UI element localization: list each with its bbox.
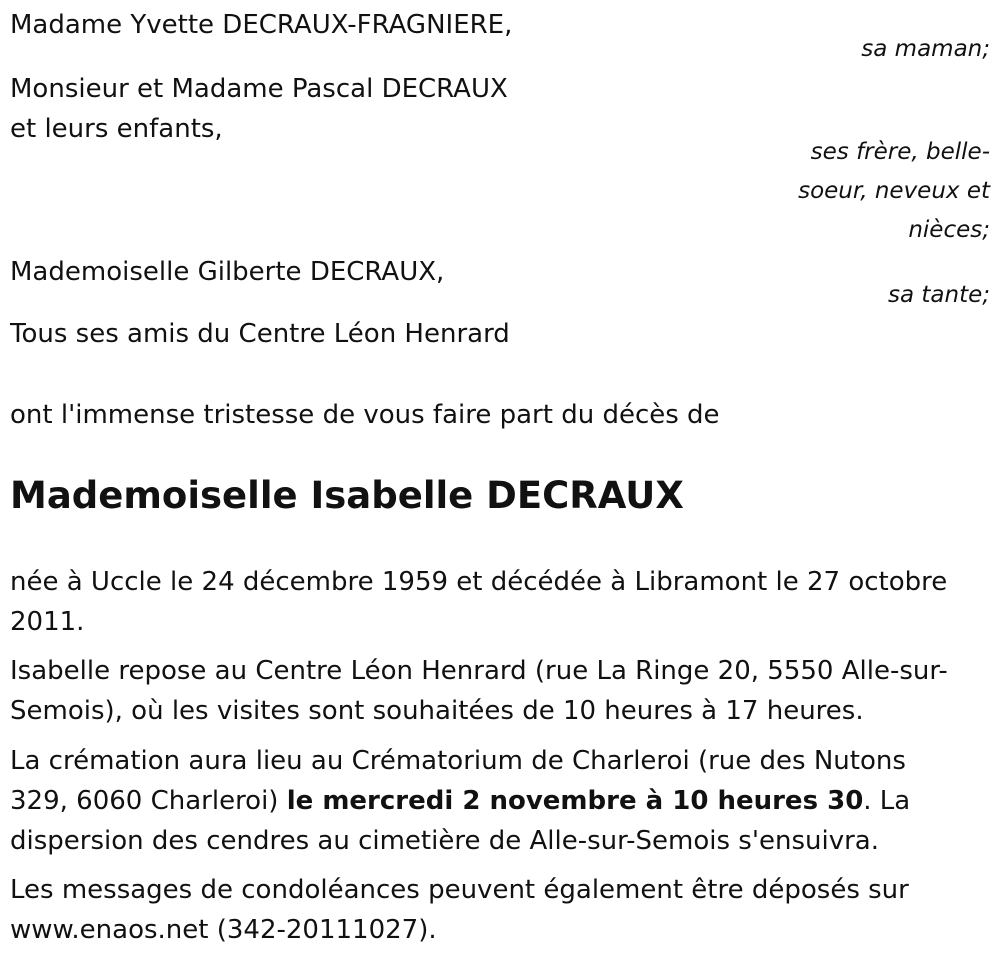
cremation-place: 329, 6060 Charleroi) [10, 786, 287, 816]
brother-children: et leurs enfants, [10, 114, 223, 144]
messages-paragraph [10, 870, 990, 950]
cremation-paragraph [10, 741, 990, 861]
birth-death-line-1: née à Uccle le 24 décembre 1959 et décédée à Libramont le 27 octobre [10, 567, 948, 597]
messages-line-1: Les messages de condoléances peuvent également être déposés sur [10, 875, 909, 905]
brother-role-line-2: soeur, neveux et [798, 178, 990, 204]
announcement-text: ont l'immense tristesse de vous faire part du décès de [10, 400, 720, 430]
brother-role-line-1: ses frère, belle- [810, 139, 990, 165]
brother-role-line-3: nièces; [908, 217, 990, 243]
repose-line-2: Semois), où les visites sont souhaitées de 10 heures à 17 heures. [10, 696, 864, 726]
birth-death-paragraph [10, 562, 990, 642]
brother-name: Monsieur et Madame Pascal DECRAUX [10, 74, 508, 104]
mother-name: Madame Yvette DECRAUX-FRAGNIERE, [10, 10, 513, 40]
birth-death-line-2: 2011. [10, 607, 85, 637]
cremation-line-3: dispersion des cendres au cimetière de Alle-sur-Semois s'ensuivra. [10, 826, 879, 856]
repose-line-1: Isabelle repose au Centre Léon Henrard (rue La Ringe 20, 5550 Alle-sur- [10, 656, 948, 686]
repose-paragraph [10, 651, 990, 731]
cremation-date-time: le mercredi 2 novembre à 10 heures 30 [286, 786, 864, 816]
messages-line-2: www.enaos.net (342-20111027). [10, 915, 437, 945]
aunt-name: Mademoiselle Gilberte DECRAUX, [10, 257, 445, 287]
deceased-name: Mademoiselle Isabelle DECRAUX [10, 474, 684, 517]
cremation-line-2-end: . La [863, 786, 911, 816]
friends-line: Tous ses amis du Centre Léon Henrard [10, 319, 510, 349]
mother-role: sa maman; [861, 36, 990, 62]
aunt-role: sa tante; [888, 282, 990, 308]
cremation-line-2 [10, 781, 990, 821]
cremation-line-1: La crémation aura lieu au Crématorium de Charleroi (rue des Nutons [10, 746, 906, 776]
